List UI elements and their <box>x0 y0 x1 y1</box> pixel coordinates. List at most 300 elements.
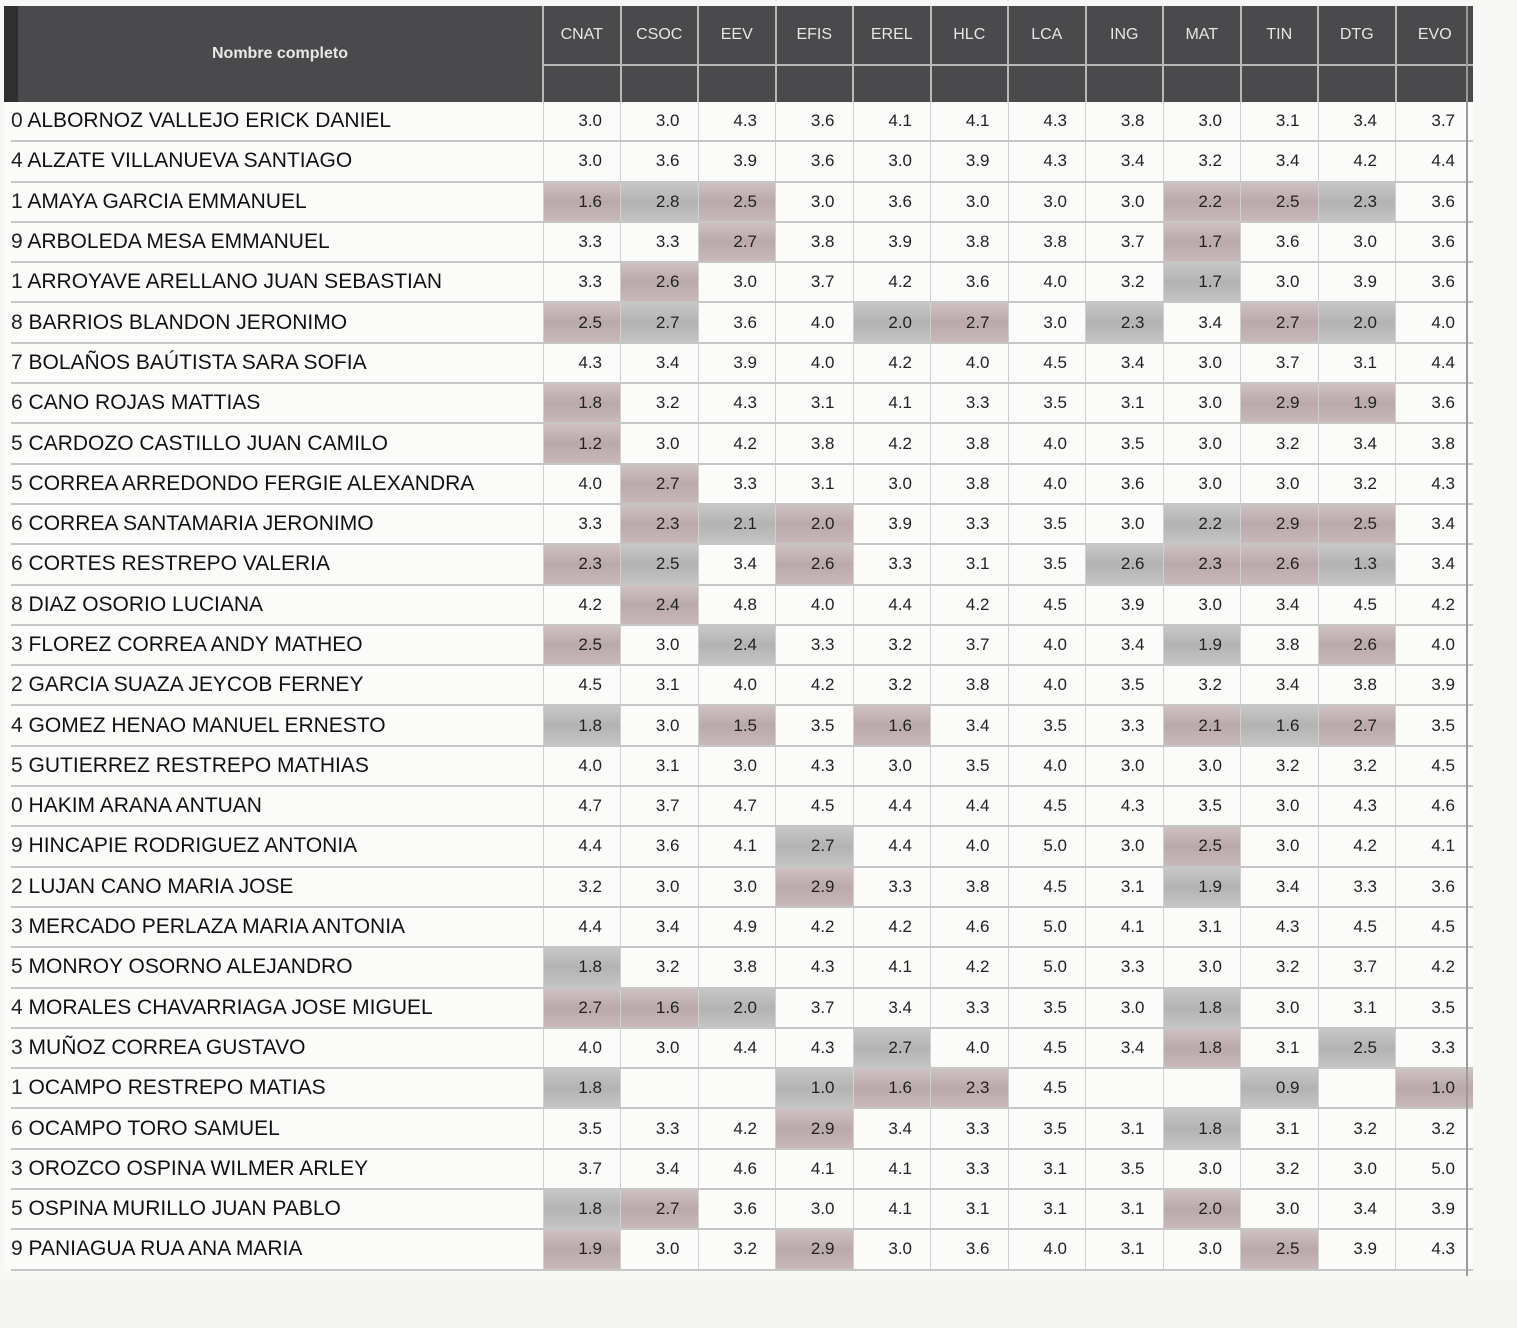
grade-cell: 3.7 <box>776 262 854 302</box>
grade-cell: 3.5 <box>776 705 854 745</box>
student-name: OCAMPO RESTREPO MATIAS <box>28 1076 326 1100</box>
table-row <box>11 1028 1473 1068</box>
grade-cell: 3.5 <box>1396 988 1474 1028</box>
grade-cell: 4.4 <box>931 786 1009 826</box>
grade-cell: 4.2 <box>931 585 1009 625</box>
grade-cell: 3.7 <box>931 625 1009 665</box>
student-name-cell <box>11 544 543 584</box>
grade-cell: 3.0 <box>543 141 621 181</box>
student-name: MUÑOZ CORREA GUSTAVO <box>28 1035 306 1059</box>
grade-cell: 3.0 <box>1086 826 1164 866</box>
row-index: 1 <box>11 189 23 213</box>
grade-cell: 3.4 <box>621 907 699 947</box>
subject-header: LCA <box>1008 6 1086 65</box>
grade-cell: 3.1 <box>1318 343 1396 383</box>
grade-cell: 3.6 <box>1396 182 1474 222</box>
grade-cell: 3.4 <box>698 544 776 584</box>
grade-cell: 2.7 <box>621 1189 699 1229</box>
grade-cell: 3.1 <box>1241 1108 1319 1148</box>
grade-cell: 4.6 <box>1396 786 1474 826</box>
row-index: 6 <box>11 552 23 576</box>
grade-cell: 3.0 <box>853 1229 931 1269</box>
student-name: CORREA SANTAMARIA JERONIMO <box>28 512 374 536</box>
student-name: FLOREZ CORREA ANDY MATHEO <box>28 633 363 656</box>
subject-header: CNAT <box>543 6 621 65</box>
grade-cell: 3.1 <box>1318 988 1396 1028</box>
page-edge-rule <box>1466 6 1468 1276</box>
grade-cell: 4.2 <box>1396 947 1474 987</box>
grade-cell: 4.5 <box>776 786 854 826</box>
grade-cell: 1.6 <box>543 182 621 222</box>
student-name: CORTES RESTREPO VALERIA <box>28 552 330 576</box>
table-row <box>11 826 1473 866</box>
grade-cell: 3.0 <box>1241 988 1319 1028</box>
grade-cell: 3.9 <box>1318 1229 1396 1269</box>
table-row <box>11 907 1473 947</box>
row-index: 2 <box>11 874 23 898</box>
grade-cell: 3.8 <box>776 423 854 463</box>
grade-cell: 2.7 <box>931 302 1009 342</box>
table-row <box>11 1068 1473 1108</box>
grade-cell: 4.2 <box>853 423 931 463</box>
grade-cell: 4.1 <box>698 826 776 866</box>
row-index: 1 <box>11 1076 23 1100</box>
grade-cell: 2.4 <box>621 585 699 625</box>
grade-cell: 3.3 <box>698 464 776 504</box>
student-name: LUJAN CANO MARIA JOSE <box>28 874 294 898</box>
student-name: HAKIM ARANA ANTUAN <box>28 794 262 818</box>
grade-cell: 2.9 <box>776 1229 854 1269</box>
grade-cell: 3.6 <box>698 1189 776 1229</box>
grade-cell: 3.0 <box>1241 262 1319 302</box>
student-name-cell <box>11 625 543 665</box>
grade-cell: 4.0 <box>1008 423 1086 463</box>
grade-cell: 1.8 <box>1163 988 1241 1028</box>
table-row <box>11 1108 1473 1148</box>
grade-cell: 4.5 <box>1396 907 1474 947</box>
grade-cell: 2.8 <box>621 182 699 222</box>
grade-cell: 3.3 <box>931 1149 1009 1189</box>
student-name: ARBOLEDA MESA EMMANUEL <box>27 230 330 254</box>
grade-cell: 2.7 <box>621 464 699 504</box>
grade-cell: 3.6 <box>1086 464 1164 504</box>
student-name: OROZCO OSPINA WILMER ARLEY <box>28 1156 369 1180</box>
grade-cell: 3.2 <box>1241 423 1319 463</box>
student-name: ALZATE VILLANUEVA SANTIAGO <box>27 149 353 173</box>
grade-cell: 3.2 <box>1163 665 1241 705</box>
grade-cell: 4.3 <box>1008 141 1086 181</box>
name-column-header: Nombre completo <box>11 6 543 102</box>
grade-cell: 3.6 <box>931 1229 1009 1269</box>
student-name: BOLAÑOS BAÚTISTA SARA SOFIA <box>28 350 367 374</box>
grade-cell: 5.0 <box>1008 907 1086 947</box>
grade-cell: 3.5 <box>1008 504 1086 544</box>
student-name: MERCADO PERLAZA MARIA ANTONIA <box>28 915 406 939</box>
row-index: 5 <box>11 431 23 455</box>
grade-cell: 4.1 <box>931 102 1009 141</box>
table-row <box>11 585 1473 625</box>
grade-cell: 2.7 <box>776 826 854 866</box>
grade-cell: 3.0 <box>1163 464 1241 504</box>
grade-cell: 2.5 <box>1163 826 1241 866</box>
subject-header-blank <box>853 65 931 102</box>
student-name: ALBORNOZ VALLEJO ERICK DANIEL <box>27 109 392 133</box>
student-name-cell <box>11 262 543 302</box>
grade-cell: 3.2 <box>1396 1108 1474 1148</box>
row-index: 6 <box>11 391 23 415</box>
grade-cell: 2.0 <box>1163 1189 1241 1229</box>
grade-cell: 3.2 <box>1241 947 1319 987</box>
grade-cell: 2.6 <box>1318 625 1396 665</box>
row-index: 3 <box>11 1156 23 1180</box>
grade-cell: 3.5 <box>1396 705 1474 745</box>
row-index: 4 <box>11 149 23 173</box>
grade-cell: 2.2 <box>1163 504 1241 544</box>
grade-cell: 3.2 <box>621 383 699 423</box>
grade-cell: 4.0 <box>1008 746 1086 786</box>
grade-cell: 3.4 <box>1241 665 1319 705</box>
grade-cell: 3.0 <box>621 102 699 141</box>
row-index: 1 <box>11 270 23 294</box>
grade-cell: 3.8 <box>931 665 1009 705</box>
grade-cell: 3.4 <box>1241 141 1319 181</box>
grade-cell: 1.8 <box>543 1189 621 1229</box>
grade-cell: 4.0 <box>1396 302 1474 342</box>
grade-cell: 3.4 <box>1086 1028 1164 1068</box>
grade-cell: 4.0 <box>698 665 776 705</box>
page-margin <box>0 1280 1517 1328</box>
grade-cell: 4.4 <box>698 1028 776 1068</box>
student-name-cell <box>11 947 543 987</box>
grade-cell: 0.9 <box>1241 1068 1319 1108</box>
grade-cell: 3.0 <box>1163 383 1241 423</box>
grade-cell: 4.0 <box>931 1028 1009 1068</box>
subject-header: EVO <box>1396 6 1474 65</box>
grade-cell: 3.4 <box>1396 504 1474 544</box>
grade-cell: 1.6 <box>1241 705 1319 745</box>
grade-cell: 3.0 <box>1008 302 1086 342</box>
grade-cell: 1.9 <box>1163 625 1241 665</box>
grade-cell: 4.0 <box>776 585 854 625</box>
grade-cell: 4.0 <box>543 464 621 504</box>
grade-cell: 5.0 <box>1396 1149 1474 1189</box>
grade-cell: 2.5 <box>1241 1229 1319 1269</box>
grade-cell: 3.0 <box>1318 1149 1396 1189</box>
grade-cell: 4.7 <box>698 786 776 826</box>
grade-cell: 4.3 <box>698 383 776 423</box>
grade-cell: 3.9 <box>1396 665 1474 705</box>
grade-cell: 3.6 <box>1396 383 1474 423</box>
grade-cell: 4.0 <box>1008 1229 1086 1269</box>
grade-cell: 3.0 <box>621 1229 699 1269</box>
student-name: MORALES CHAVARRIAGA JOSE MIGUEL <box>28 995 433 1019</box>
grade-cell: 3.3 <box>931 383 1009 423</box>
grade-cell: 3.5 <box>1008 705 1086 745</box>
grade-cell: 3.2 <box>1318 464 1396 504</box>
grade-cell: 4.5 <box>543 665 621 705</box>
row-index: 4 <box>11 713 23 737</box>
table-row <box>11 182 1473 222</box>
student-name: AMAYA GARCIA EMMANUEL <box>27 189 307 213</box>
grade-cell: 2.5 <box>543 302 621 342</box>
grade-cell: 4.3 <box>543 343 621 383</box>
student-name-cell <box>11 343 543 383</box>
grade-cell: 1.6 <box>621 988 699 1028</box>
grade-cell: 3.3 <box>621 222 699 262</box>
grade-cell: 3.4 <box>621 1149 699 1189</box>
grade-cell: 3.1 <box>931 544 1009 584</box>
grade-cell: 1.8 <box>543 705 621 745</box>
grade-cell: 3.3 <box>931 988 1009 1028</box>
grade-cell: 4.3 <box>1396 1229 1474 1269</box>
grade-cell: 4.5 <box>1396 746 1474 786</box>
table-row <box>11 1229 1473 1269</box>
student-name: GOMEZ HENAO MANUEL ERNESTO <box>28 713 386 737</box>
grade-cell: 3.9 <box>1086 585 1164 625</box>
grade-cell: 3.3 <box>931 1108 1009 1148</box>
row-index: 3 <box>11 915 23 939</box>
grade-cell: 4.0 <box>931 343 1009 383</box>
student-name-cell <box>11 1149 543 1189</box>
grade-cell: 3.3 <box>853 544 931 584</box>
grade-cell: 4.3 <box>1318 786 1396 826</box>
grade-cell: 2.3 <box>1318 182 1396 222</box>
grade-cell: 4.0 <box>1008 262 1086 302</box>
grade-cell: 4.2 <box>776 665 854 705</box>
student-name-cell <box>11 383 543 423</box>
grade-cell: 1.6 <box>853 1068 931 1108</box>
grade-cell: 3.2 <box>698 1229 776 1269</box>
row-index: 0 <box>11 109 23 133</box>
grade-cell: 3.3 <box>543 222 621 262</box>
table-row <box>11 141 1473 181</box>
grade-cell: 1.7 <box>1163 262 1241 302</box>
grade-cell: 4.4 <box>853 786 931 826</box>
grade-cell: 3.2 <box>1241 746 1319 786</box>
subject-header: HLC <box>931 6 1009 65</box>
grade-cell: 3.1 <box>1086 1189 1164 1229</box>
grade-cell: 3.0 <box>1163 343 1241 383</box>
grade-cell: 4.0 <box>1396 625 1474 665</box>
grade-cell: 2.9 <box>1241 383 1319 423</box>
grade-cell: 4.2 <box>698 1108 776 1148</box>
grade-cell: 3.3 <box>853 867 931 907</box>
student-name-cell <box>11 705 543 745</box>
grade-cell: 1.6 <box>853 705 931 745</box>
grade-cell <box>621 1068 699 1108</box>
grade-cell: 3.4 <box>1241 867 1319 907</box>
grade-cell: 2.5 <box>698 182 776 222</box>
grade-cell: 3.0 <box>698 262 776 302</box>
grade-cell: 4.3 <box>776 1028 854 1068</box>
grade-cell <box>1086 1068 1164 1108</box>
grade-cell: 4.5 <box>1008 343 1086 383</box>
grade-cell: 2.5 <box>1241 182 1319 222</box>
grade-cell: 3.3 <box>1086 705 1164 745</box>
row-index: 4 <box>11 995 23 1019</box>
grade-cell <box>698 1068 776 1108</box>
grade-cell: 1.8 <box>1163 1108 1241 1148</box>
grade-cell: 1.8 <box>543 947 621 987</box>
grade-cell: 3.9 <box>1318 262 1396 302</box>
grade-cell: 4.6 <box>931 907 1009 947</box>
grade-cell: 3.1 <box>1163 907 1241 947</box>
grade-cell: 2.3 <box>1086 302 1164 342</box>
student-name: OSPINA MURILLO JUAN PABLO <box>28 1197 341 1221</box>
grade-cell: 3.2 <box>1318 1108 1396 1148</box>
grade-cell: 3.1 <box>1086 1108 1164 1148</box>
grade-cell: 1.7 <box>1163 222 1241 262</box>
grade-cell: 3.0 <box>1163 947 1241 987</box>
grade-cell: 3.3 <box>621 1108 699 1148</box>
grade-cell: 3.6 <box>621 826 699 866</box>
table-row <box>11 383 1473 423</box>
grade-cell: 2.5 <box>543 625 621 665</box>
grade-cell: 3.3 <box>543 504 621 544</box>
grade-cell: 3.8 <box>1396 423 1474 463</box>
table-body <box>11 102 1473 1270</box>
grade-cell: 4.1 <box>776 1149 854 1189</box>
grade-cell: 2.5 <box>621 544 699 584</box>
grade-cell: 3.0 <box>1241 826 1319 866</box>
grade-cell: 4.5 <box>1008 1068 1086 1108</box>
table-row <box>11 302 1473 342</box>
student-name-cell <box>11 1189 543 1229</box>
student-name: HINCAPIE RODRIGUEZ ANTONIA <box>28 834 358 858</box>
grade-cell: 4.3 <box>776 746 854 786</box>
grade-cell: 3.4 <box>621 343 699 383</box>
grade-cell: 2.6 <box>621 262 699 302</box>
subject-header: EREL <box>853 6 931 65</box>
grade-cell: 3.0 <box>853 141 931 181</box>
grade-cell: 4.5 <box>1318 585 1396 625</box>
table-row <box>11 947 1473 987</box>
grade-cell: 3.7 <box>621 786 699 826</box>
grade-cell: 3.8 <box>931 423 1009 463</box>
grade-cell: 4.4 <box>1396 141 1474 181</box>
grade-cell: 3.0 <box>1241 464 1319 504</box>
row-index: 9 <box>11 834 23 858</box>
grade-cell: 3.0 <box>853 746 931 786</box>
row-index: 3 <box>11 1035 23 1059</box>
student-name-cell <box>11 746 543 786</box>
grade-cell: 2.5 <box>1318 504 1396 544</box>
table-row <box>11 102 1473 141</box>
subject-header-blank <box>1163 65 1241 102</box>
grade-cell: 4.4 <box>543 826 621 866</box>
grade-cell: 4.0 <box>1008 625 1086 665</box>
grade-cell: 3.2 <box>543 867 621 907</box>
student-name-cell <box>11 867 543 907</box>
student-name-cell <box>11 585 543 625</box>
student-name: CANO ROJAS MATTIAS <box>28 391 261 415</box>
grade-cell: 3.6 <box>931 262 1009 302</box>
grade-cell: 3.7 <box>1241 343 1319 383</box>
grade-cell: 3.4 <box>1241 585 1319 625</box>
grade-cell: 3.6 <box>1396 262 1474 302</box>
grade-cell: 2.9 <box>1241 504 1319 544</box>
grade-cell: 3.4 <box>853 988 931 1028</box>
student-name-cell <box>11 1068 543 1108</box>
grade-cell: 3.4 <box>1318 423 1396 463</box>
grade-cell: 3.9 <box>1396 1189 1474 1229</box>
student-name-cell <box>11 988 543 1028</box>
grade-cell: 5.0 <box>1008 947 1086 987</box>
grade-cell: 4.0 <box>776 302 854 342</box>
table-header <box>11 6 1473 102</box>
grade-cell: 2.6 <box>1241 544 1319 584</box>
grade-cell: 3.1 <box>621 665 699 705</box>
grade-cell: 1.9 <box>543 1229 621 1269</box>
table-row <box>11 625 1473 665</box>
row-index: 5 <box>11 471 23 495</box>
row-index: 9 <box>11 1237 23 1261</box>
grade-cell: 1.9 <box>1163 867 1241 907</box>
grade-cell: 3.0 <box>1163 746 1241 786</box>
grade-cell: 4.0 <box>1008 665 1086 705</box>
subject-header: MAT <box>1163 6 1241 65</box>
row-index: 6 <box>11 1116 23 1140</box>
grade-cell: 4.4 <box>853 826 931 866</box>
grade-cell: 3.8 <box>1241 625 1319 665</box>
grade-cell: 3.6 <box>621 141 699 181</box>
grade-cell: 2.7 <box>1318 705 1396 745</box>
grade-cell: 3.5 <box>931 746 1009 786</box>
grade-cell: 3.0 <box>931 182 1009 222</box>
grade-cell: 3.1 <box>1008 1149 1086 1189</box>
grade-cell <box>1163 1068 1241 1108</box>
grade-cell: 5.0 <box>1008 826 1086 866</box>
table-row <box>11 464 1473 504</box>
subject-header: EEV <box>698 6 776 65</box>
grade-cell: 3.0 <box>1163 1229 1241 1269</box>
grade-cell: 3.8 <box>776 222 854 262</box>
grade-cell: 3.3 <box>776 625 854 665</box>
grade-cell: 4.5 <box>1008 786 1086 826</box>
grade-cell: 4.2 <box>931 947 1009 987</box>
grade-cell: 3.3 <box>1086 947 1164 987</box>
grade-cell: 3.7 <box>776 988 854 1028</box>
grade-cell: 2.1 <box>1163 705 1241 745</box>
grade-cell: 3.0 <box>1163 585 1241 625</box>
subject-header: EFIS <box>776 6 854 65</box>
row-index: 0 <box>11 794 23 818</box>
grade-cell: 4.8 <box>698 585 776 625</box>
grade-cell: 3.2 <box>853 665 931 705</box>
grade-cell: 4.3 <box>1241 907 1319 947</box>
grade-cell: 3.5 <box>1008 383 1086 423</box>
grade-cell: 3.3 <box>1318 867 1396 907</box>
subject-header-blank <box>931 65 1009 102</box>
grade-cell: 2.9 <box>776 1108 854 1148</box>
grade-cell: 3.1 <box>1086 383 1164 423</box>
row-index: 8 <box>11 592 23 616</box>
grade-cell: 4.0 <box>543 1028 621 1068</box>
student-name-cell <box>11 1108 543 1148</box>
grade-cell: 3.0 <box>621 423 699 463</box>
grade-cell: 4.2 <box>543 585 621 625</box>
row-index: 9 <box>11 230 23 254</box>
grade-cell: 4.5 <box>1008 867 1086 907</box>
grade-cell: 3.2 <box>1318 746 1396 786</box>
row-index: 2 <box>11 673 23 697</box>
grade-cell: 3.0 <box>1163 1149 1241 1189</box>
subject-header: ING <box>1086 6 1164 65</box>
grade-cell: 4.4 <box>1396 343 1474 383</box>
grade-cell: 3.8 <box>698 947 776 987</box>
grade-cell: 4.0 <box>776 343 854 383</box>
student-name-cell <box>11 786 543 826</box>
